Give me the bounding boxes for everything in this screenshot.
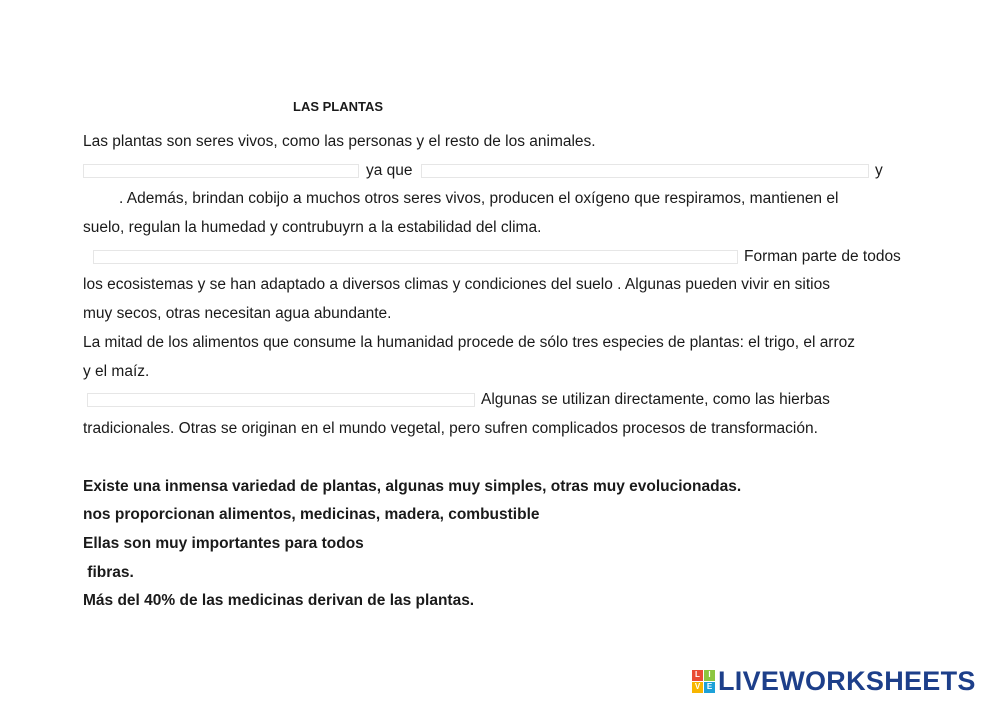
- page-title: LAS PLANTAS: [293, 99, 384, 114]
- text-line-4: suelo, regulan la humedad y contrubuyrn a la estabilidad del clima.: [83, 219, 542, 236]
- blank-field-2[interactable]: [421, 164, 869, 178]
- blank-field-1[interactable]: [83, 164, 359, 178]
- text-line-7: muy secos, otras necesitan agua abundante.: [83, 305, 392, 322]
- option-3[interactable]: Ellas son muy importantes para todos: [83, 535, 364, 552]
- text-line-1: Las plantas son seres vivos, como las personas y el resto de los animales.: [83, 133, 596, 150]
- blank-field-3[interactable]: [93, 250, 738, 264]
- logo-text: LIVEWORKSHEETS: [718, 665, 976, 696]
- option-2[interactable]: nos proporcionan alimentos, medicinas, madera, combustible: [83, 506, 540, 523]
- text-line-2b: y: [875, 162, 883, 179]
- option-4[interactable]: fibras.: [83, 564, 134, 581]
- logo-squares-icon: L I V E: [692, 670, 715, 693]
- liveworksheets-logo: [692, 664, 976, 698]
- blank-field-4[interactable]: [87, 393, 475, 407]
- text-line-3: . Además, brindan cobijo a muchos otros seres vivos, producen el oxígeno que respiramos, mantienen el: [119, 190, 839, 207]
- option-1[interactable]: Existe una inmensa variedad de plantas, algunas muy simples, otras muy evolucionadas.: [83, 478, 742, 495]
- option-5[interactable]: Más del 40% de las medicinas derivan de las plantas.: [83, 592, 475, 609]
- text-line-9: y el maíz.: [83, 363, 150, 380]
- text-line-11: tradicionales. Otras se originan en el mundo vegetal, pero sufren complicados procesos de transformación.: [83, 420, 818, 437]
- text-line-5: Forman parte de todos: [744, 248, 901, 265]
- text-line-6: los ecosistemas y se han adaptado a diversos climas y condiciones del suelo . Algunas pueden vivir en sitios: [83, 276, 830, 293]
- text-line-2a: ya que: [366, 162, 413, 179]
- text-line-8: La mitad de los alimentos que consume la humanidad procede de sólo tres especies de plantas: el trigo, el arroz: [83, 334, 856, 351]
- text-line-10: Algunas se utilizan directamente, como las hierbas: [481, 391, 830, 408]
